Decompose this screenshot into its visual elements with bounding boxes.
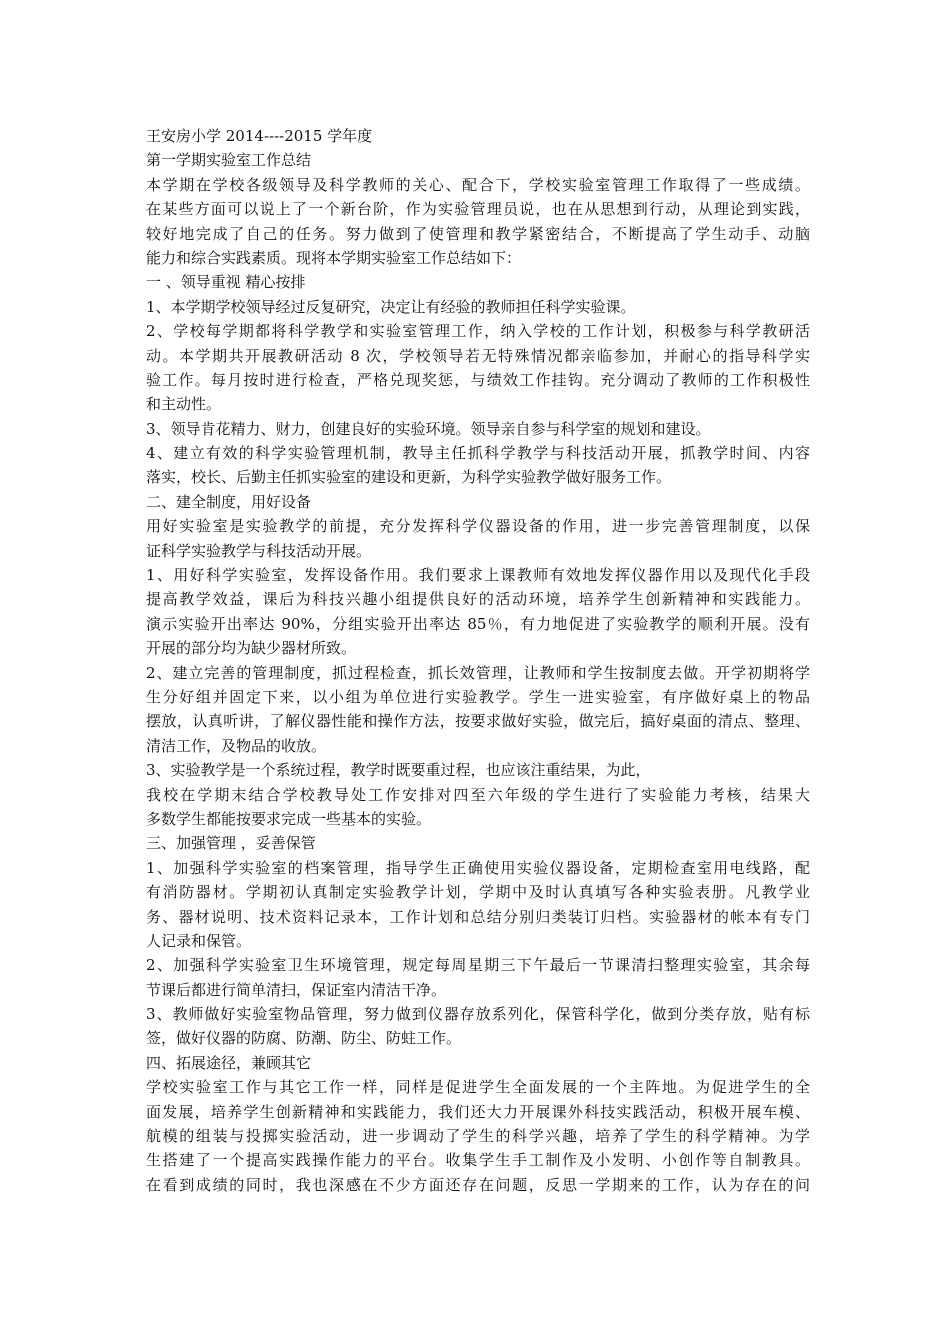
text-line: 一 、领导重视 精心按排 — [146, 273, 306, 292]
text-line: 2、加强科学实验室卫生环境管理，规定每周星期三下午最后一节课清扫整理实验室，其余每 — [146, 956, 810, 975]
text-line: 1、加强科学实验室的档案管理，指导学生正确使用实验仪器设备，定期检查室用电线路，配 — [146, 858, 810, 877]
text-line: 演示实验开出率达 90%，分组实验开出率达 85％，有力地促进了实验教学的顺利开展。没有 — [146, 614, 810, 633]
text-line: 四、拓展途径，兼顾其它 — [146, 1053, 312, 1072]
text-line: 二、建全制度，用好设备 — [146, 492, 312, 511]
text-line: 三、加强管理 ，妥善保管 — [146, 834, 316, 853]
text-line: 本学期在学校各级领导及科学教师的关心、配合下，学校实验室管理工作取得了一些成绩。 — [146, 175, 810, 194]
document-title-line: 第一学期实验室工作总结 — [146, 151, 312, 170]
text-line: 开展的部分均为缺少器材所致。 — [146, 639, 357, 658]
document-body — [146, 124, 810, 1197]
text-line: 提高教学效益，课后为科技兴趣小组提供良好的活动环境，培养学生创新精神和实践能力。 — [146, 590, 810, 609]
text-line: 较好地完成了自己的任务。努力做到了使管理和教学紧密结合，不断提高了学生动手、动脑 — [146, 224, 810, 243]
text-line: 1、本学期学校领导经过反复研究，决定让有经验的教师担任科学实验课。 — [146, 297, 636, 316]
text-line: 3、实验教学是一个系统过程，教学时既要重过程，也应该注重结果，为此， — [146, 761, 651, 780]
text-line: 验工作。每月按时进行检查，严格兑现奖惩，与绩效工作挂钩。充分调动了教师的工作积极性 — [146, 370, 810, 389]
text-line: 在某些方面可以说上了一个新台阶，作为实验管理员说，也在从思想到行动，从理论到实践， — [146, 200, 810, 219]
text-line: 生搭建了一个提高实践操作能力的平台。收集学生手工制作及小发明、小创作等自制教具。 — [146, 1151, 810, 1170]
text-line: 1、用好科学实验室，发挥设备作用。我们要求上课教师有效地发挥仪器作用以及现代化手段 — [146, 566, 810, 585]
text-line: 摆放，认真听讲，了解仪器性能和操作方法，按要求做好实验，做完后，搞好桌面的清点、整理、 — [146, 712, 810, 731]
text-line: 落实，校长、后勤主任抓实验室的建设和更新，为科学实验教学做好服务工作。 — [146, 468, 672, 487]
text-line: 生分好组并固定下来，以小组为单位进行实验教学。学生一进实验室，有序做好桌上的物品 — [146, 687, 810, 706]
text-line: 3、领导肯花精力、财力，创建良好的实验环境。领导亲自参与科学室的规划和建设。 — [146, 419, 711, 438]
text-line: 签，做好仪器的防腐、防潮、防尘、防蛀工作。 — [146, 1029, 462, 1048]
text-line: 有消防器材。学期初认真制定实验教学计划，学期中及时认真填写各种实验表册。凡教学业 — [146, 883, 810, 902]
text-line: 3、教师做好实验室物品管理，努力做到仪器存放系列化，保管科学化，做到分类存放，贴有标 — [146, 1005, 810, 1024]
document-title-line: 王安房小学 2014----2015 学年度 — [146, 127, 373, 145]
text-line: 2、学校每学期都将科学教学和实验室管理工作，纳入学校的工作计划，积极参与科学教研活 — [146, 322, 810, 341]
text-line: 面发展，培养学生创新精神和实践能力，我们还大力开展课外科技实践活动，积极开展车模、 — [146, 1102, 810, 1121]
text-line: 航模的组装与投掷实验活动，进一步调动了学生的科学兴趣，培养了学生的科学精神。为学 — [146, 1127, 810, 1146]
text-line: 我校在学期末结合学校教导处工作安排对四至六年级的学生进行了实验能力考核，结果大 — [146, 785, 810, 804]
text-line: 和主动性。 — [146, 395, 222, 414]
text-line: 人记录和保管。 — [146, 931, 252, 950]
text-line: 证科学实验教学与科技活动开展。 — [146, 541, 372, 560]
text-line: 用好实验室是实验教学的前提，充分发挥科学仪器设备的作用，进一步完善管理制度，以保 — [146, 517, 810, 536]
text-line: 能力和综合实践素质。现将本学期实验室工作总结如下： — [146, 248, 522, 267]
text-line: 学校实验室工作与其它工作一样，同样是促进学生全面发展的一个主阵地。为促进学生的全 — [146, 1078, 810, 1097]
text-line: 2、建立完善的管理制度，抓过程检查，抓长效管理，让教师和学生按制度去做。开学初期将学 — [146, 663, 810, 682]
text-line: 务、器材说明、技术资料记录本，工作计划和总结分别归类装订归档。实验器材的帐本有专门 — [146, 907, 810, 926]
text-line: 清洁工作，及物品的收放。 — [146, 736, 327, 755]
text-line: 节课后都进行简单清扫，保证室内清洁干净。 — [146, 980, 447, 999]
text-line: 动。本学期共开展教研活动 8 次，学校领导若无特殊情况都亲临参加，并耐心的指导科学实 — [146, 346, 810, 365]
text-line: 4、建立有效的科学实验管理机制，教导主任抓科学教学与科技活动开展，抓教学时间、内容 — [146, 444, 810, 463]
text-line: 多数学生都能按要求完成一些基本的实验。 — [146, 809, 432, 828]
text-line: 在看到成绩的同时，我也深感在不少方面还存在问题，反思一学期来的工作，认为存在的问 — [146, 1175, 810, 1194]
